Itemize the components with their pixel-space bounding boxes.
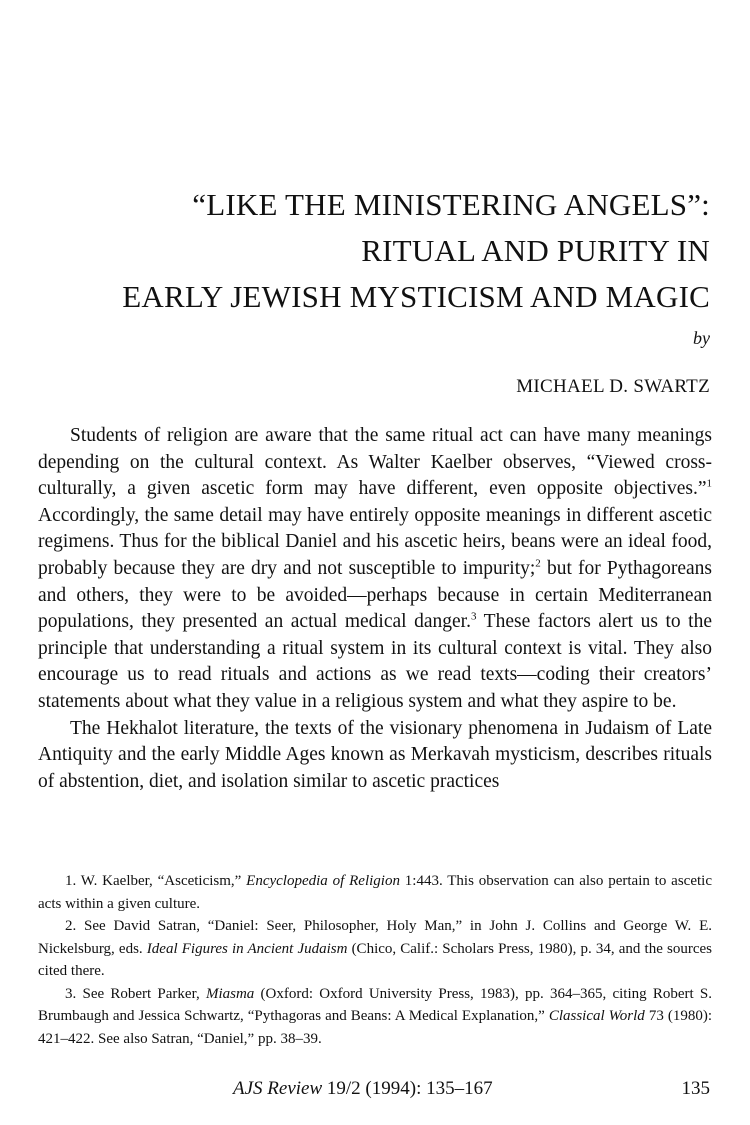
title-line-3: EARLY JEWISH MYSTICISM AND MAGIC xyxy=(122,279,710,314)
text-run: 1:443. This observation can also pertain to ascetic acts within a given culture. xyxy=(38,873,712,912)
footnote-marker: 2 xyxy=(535,557,541,570)
byline: by xyxy=(693,328,710,348)
author-name: MICHAEL D. SWARTZ xyxy=(516,376,710,397)
text-run: 73 (1980): 421–422. See also Satran, “Daniel,” pp. 38–39. xyxy=(38,1008,712,1047)
body-paragraph xyxy=(38,423,712,716)
italic-title: Ideal Figures in Ancient Judaism xyxy=(146,940,348,957)
footnote xyxy=(38,983,712,1051)
footnote-marker: 3 xyxy=(470,610,477,623)
body-text xyxy=(38,423,712,795)
text-run: The Hekhalot literature, the texts of the visionary phenomena in Judaism of Late Antiquity and the early Middle Ages known as Merkavah mysticism, describes rituals of abstention, diet, and isolation similar to ascetic practices xyxy=(38,717,712,792)
text-run: 2. See David Satran, “Daniel: Seer, Philosopher, Holy Man,” in John J. Collins and George W. E. Nickelsburg, eds. xyxy=(38,918,712,957)
footnotes xyxy=(38,870,712,1050)
text-run: 1. W. Kaelber, “Asceticism,” xyxy=(65,873,247,889)
text-run: These factors alert us to the principle that understanding a ritual system in its cultural context is vital. They also encourage us to read rituals and actions as we read texts—coding their creators’ statements about what they value in a religious system and what they aspire to be. xyxy=(38,611,713,712)
text-run: (Chico, Calif.: Scholars Press, 1980), p. 34, and the sources cited there. xyxy=(38,940,712,979)
body-paragraph xyxy=(38,716,712,796)
text-run: 3. See Robert Parker, xyxy=(65,985,206,1002)
journal-name: AJS Review xyxy=(233,1078,323,1099)
text-run: Students of religion are aware that the same ritual act can have many meanings depending on the cultural context. As Walter Kaelber observes, “Viewed cross-culturally, a given ascetic form may have different, even opposite objectives.” xyxy=(38,425,712,500)
text-run: Accordingly, the same detail may have entirely opposite meanings in different ascetic regimens. Thus for the biblical Daniel and his ascetic heirs, beans were an ideal food, probably because they are dry and not susceptible to impurity; xyxy=(38,504,712,579)
italic-title: Classical World xyxy=(548,1008,645,1024)
text-run: (Oxford: Oxford University Press, 1983), pp. 364–365, citing Robert S. Brumbaugh and Jessica Schwartz, “Pythagoras and Beans: A Medical Explanation,” xyxy=(38,985,712,1024)
title-line-1: “LIKE THE MINISTERING ANGELS”: xyxy=(192,187,710,222)
footnote xyxy=(38,870,712,915)
italic-title: Encyclopedia of Religion xyxy=(246,873,400,889)
text-run: but for Pythagoreans and others, they were to be avoided—perhaps because in certain Mediterranean populations, they presented an actual medical danger. xyxy=(38,557,712,633)
article-title xyxy=(122,182,710,320)
footnote-marker: 1 xyxy=(706,477,712,490)
page-number: 135 xyxy=(681,1078,710,1099)
italic-title: Miasma xyxy=(205,985,255,1002)
journal-issue: 19/2 (1994): 135–167 xyxy=(322,1078,493,1099)
title-line-2: RITUAL AND PURITY IN xyxy=(361,233,710,268)
footnote xyxy=(38,915,712,983)
journal-citation xyxy=(233,1078,493,1100)
